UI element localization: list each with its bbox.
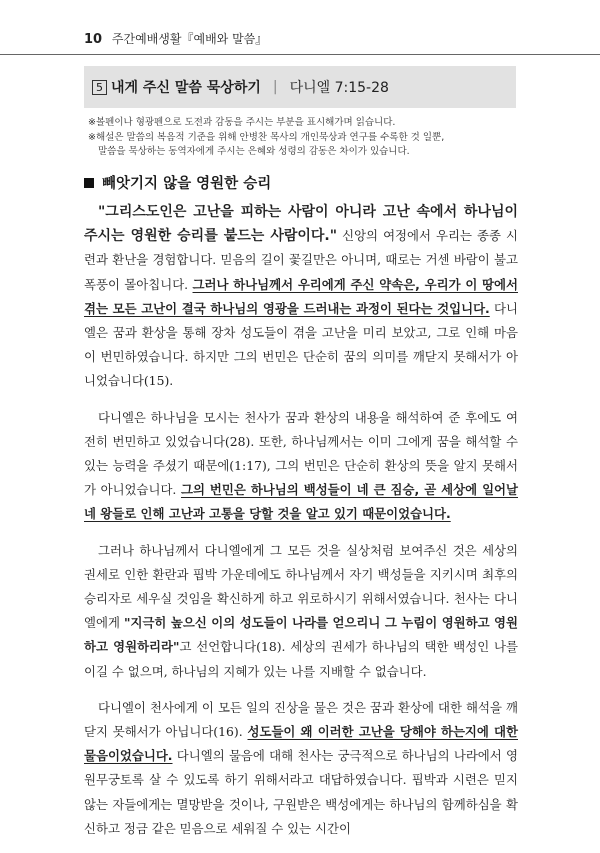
p4-text2: 다니엘의 물음에 대해 천사는 궁극적으로 하나님의 나라에서 영원무궁토록 살 수 있도록 하기 위해서라고 대답하였습니다. 핍박과 시련은 믿지 않는 자들에게는 멸망받을 것이나, 구원받은 백성에게는 하나님의 함께하심을 확신하고 정금 같은 믿음으로 세워질 수 있는 시간이 xyxy=(84,748,518,836)
page-number: 10 xyxy=(84,32,103,47)
title-separator: | xyxy=(272,79,278,95)
section-title: 내게 주신 말씀 묵상하기 xyxy=(111,80,261,96)
p4-text1: 다니엘이 천사에게 이 모든 일의 진상을 물은 것은 꿈과 환상에 대한 해석을 깨닫지 못해서가 아닙니다(16). xyxy=(84,699,518,740)
paragraph-1 xyxy=(84,200,518,394)
paragraph-3 xyxy=(84,539,518,684)
paragraph-2 xyxy=(84,406,518,527)
running-header xyxy=(84,30,524,47)
scripture-reference: 다니엘 7:15-28 xyxy=(289,80,389,96)
p3-quote: "지극히 높으신 이의 성도들이 나라를 얻으리니 그 누림이 영원하고 영원하고 영원하리라" xyxy=(84,615,518,655)
paragraph-4 xyxy=(84,696,518,841)
subheading xyxy=(84,172,524,193)
note-commentary-cont: 말씀을 묵상하는 동역자에게 주시는 은혜와 성령의 감동은 차이가 있습니다. xyxy=(98,146,410,157)
p1-text1: 신앙의 여정에서 우리는 종종 시련과 환난을 경험합니다. 믿음의 길이 꽃길만은 아니며, 때로는 거센 바람이 불고 폭풍이 몰아칩니다. xyxy=(84,228,518,292)
book-title: 주간예배생활『예배와 말씀』 xyxy=(111,32,268,46)
note-highlight: ※볼펜이나 형광펜으로 도전과 감동을 주시는 부분을 표시해가며 읽습니다. xyxy=(88,117,396,128)
section-title-bar xyxy=(84,66,516,108)
p3-text1: 그러나 하나님께서 다니엘에게 그 모든 것을 실상처럼 보여주신 것은 세상의 권세로 인한 환란과 핍박 가운데에도 하나님께서 자기 백성들을 지키시며 최후의 승리자로 세우실 것임을 확신하게 하고 위로하시기 위해서였습니다. 천사는 다니엘에게 xyxy=(84,542,518,631)
p1-text2: 다니엘은 꿈과 환상을 통해 장차 성도들이 겪을 고난을 미리 보았고, 그로 인해 마음이 번민하였습니다. 하지만 그의 번민은 단순히 꿈의 의미를 깨닫지 못해서가 아니었습니다(15). xyxy=(84,300,518,389)
note-commentary: ※해설은 말씀의 복음적 기준을 위해 안병찬 목사의 개인묵상과 연구를 수록한 것 일뿐, xyxy=(88,131,445,143)
p3-text2: 고 선언합니다(18). 세상의 권세가 하나님의 택한 백성인 나를 이길 수 없으며, 하나님의 지혜가 있는 나를 지배할 수 없습니다. xyxy=(84,639,518,679)
square-bullet-icon xyxy=(84,178,94,188)
header-divider xyxy=(0,54,600,55)
p4-emphasis: 성도들이 왜 이러한 고난을 당해야 하는지에 대한 물음이었습니다. xyxy=(84,724,518,764)
section-number-badge: 5 xyxy=(92,80,107,95)
subheading-text: 빼앗기지 않을 영원한 승리 xyxy=(102,176,272,192)
meditation-body xyxy=(84,200,518,853)
p2-text1: 다니엘은 하나님을 모시는 천사가 꿈과 환상의 내용을 해석하여 준 후에도 여전히 번민하고 있었습니다(28). 또한, 하나님께서는 이미 그에게 꿈을 해석할 수 있는 능력을 주셨기 때문에(1:17), 그의 번민은 단순히 환상의 뜻을 알지 못해서가 아니었습니다. xyxy=(84,409,518,498)
reading-notes xyxy=(88,116,518,160)
p2-emphasis: 그의 번민은 하나님의 백성들이 네 큰 짐승, 곧 세상에 일어날 네 왕들로 인해 고난과 고통을 당할 것을 알고 있기 때문이었습니다. xyxy=(84,482,518,522)
p1-emphasis: 그러나 하나님께서 우리에게 주신 약속은, 우리가 이 땅에서 겪는 모든 고난이 결국 하나님의 영광을 드러내는 과정이 된다는 것입니다. xyxy=(84,276,518,316)
opening-quote: "그리스도인은 고난을 피하는 사람이 아니라 고난 속에서 하나님이 주시는 영원한 승리를 붙드는 사람이다." xyxy=(84,204,518,245)
